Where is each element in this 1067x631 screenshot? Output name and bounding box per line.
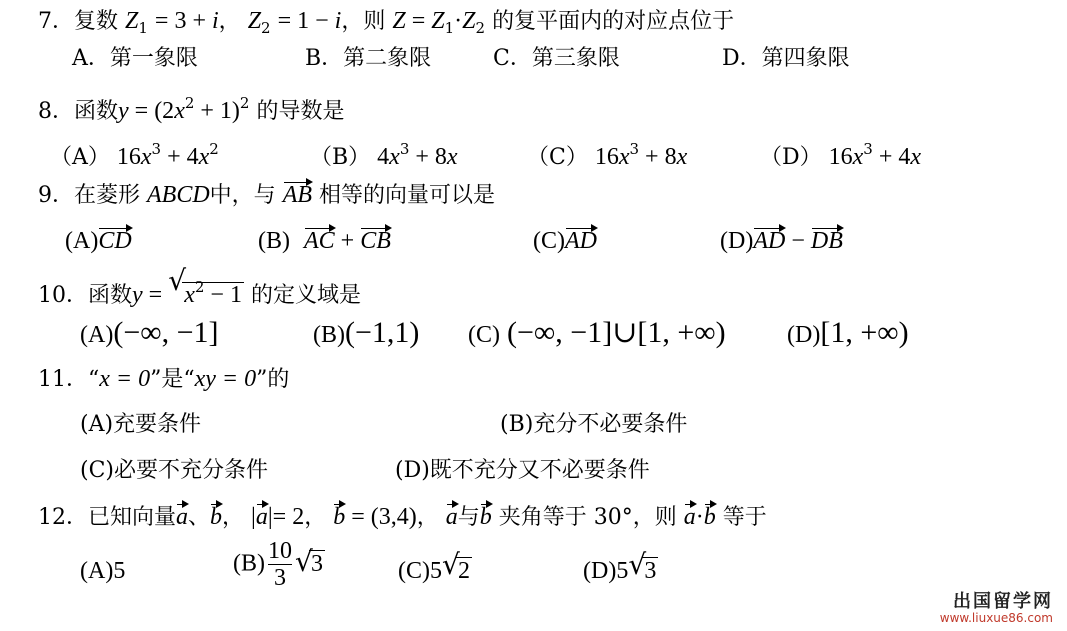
q7-option-d: D．第四象限 [722, 46, 850, 71]
q10-option-d: (D)[1, +∞) [787, 316, 909, 349]
q11-option-c: (C)必要不充分条件 [80, 458, 268, 483]
q12-option-d: (D)5 √ 3 [583, 548, 657, 584]
q7-option-a: A．第一象限 [72, 46, 198, 71]
q12-option-c: (C)5 √ 2 [398, 548, 470, 584]
fraction: $\frac{10}{3}$ [268, 538, 292, 591]
sqrt-expression: √ $x^2 - 1$ [168, 264, 242, 308]
q7-option-b: B．第二象限 [305, 46, 432, 71]
q10-option-a: (A)(−∞, −1] [80, 316, 219, 349]
q9-option-b: (B) AC + CB [258, 228, 391, 254]
q9-stem: 9．在菱形 ABCD中，与 AB 相等的向量可以是 [38, 182, 496, 208]
q7-option-c: C．第三象限 [493, 46, 620, 71]
q8-option-a: （A） $16x^3 + 4x^2$ [50, 140, 219, 170]
q11-option-d: (D)既不充分又不必要条件 [395, 458, 650, 483]
q11-option-a: (A)充要条件 [80, 412, 202, 437]
q8-option-b: （B） $4x^3 + 8x$ [310, 140, 458, 170]
q12-stem: 12．已知向量a、b， |a|= 2， b = (3,4)， a与b 夹角等于 30°，则 a·b 等于 [38, 504, 767, 530]
site-watermark-logo: 出国留学网 www.liuxue86.com [939, 591, 1053, 625]
q11-option-b: (B)充分不必要条件 [500, 412, 688, 437]
q7-stem: 7．复数 $Z_1 = 3 + i$， $Z_2 = 1 - i$，则 $Z = Z_1\cdot Z_2$ 的复平面内的对应点位于 [38, 8, 735, 37]
q8-option-c: （C） $16x^3 + 8x$ [527, 140, 688, 170]
vector-ab: AB [282, 182, 313, 208]
q11-stem: 11．“x = 0”是“xy = 0”的 [38, 366, 290, 392]
q9-option-d: (D)AD − DB [720, 228, 843, 254]
q10-stem: 10．函数y = √ $x^2 - 1$ 的定义域是 [38, 272, 361, 311]
q9-option-c: (C)AD [533, 228, 597, 254]
q12-option-b: (B) $\frac{10}{3}$ √ 3 [233, 538, 323, 591]
q10-option-b: (B)(−1,1) [313, 316, 420, 349]
q10-option-c: (C) (−∞, −1]∪[1, +∞) [468, 316, 726, 349]
q8-stem: 8．函数$y = (2x^2 + 1)^2$ 的导数是 [38, 94, 345, 124]
q9-option-a: (A)CD [65, 228, 132, 254]
q8-option-d: （D） $16x^3 + 4x$ [760, 140, 922, 170]
q12-option-a: (A)5 [80, 558, 126, 584]
